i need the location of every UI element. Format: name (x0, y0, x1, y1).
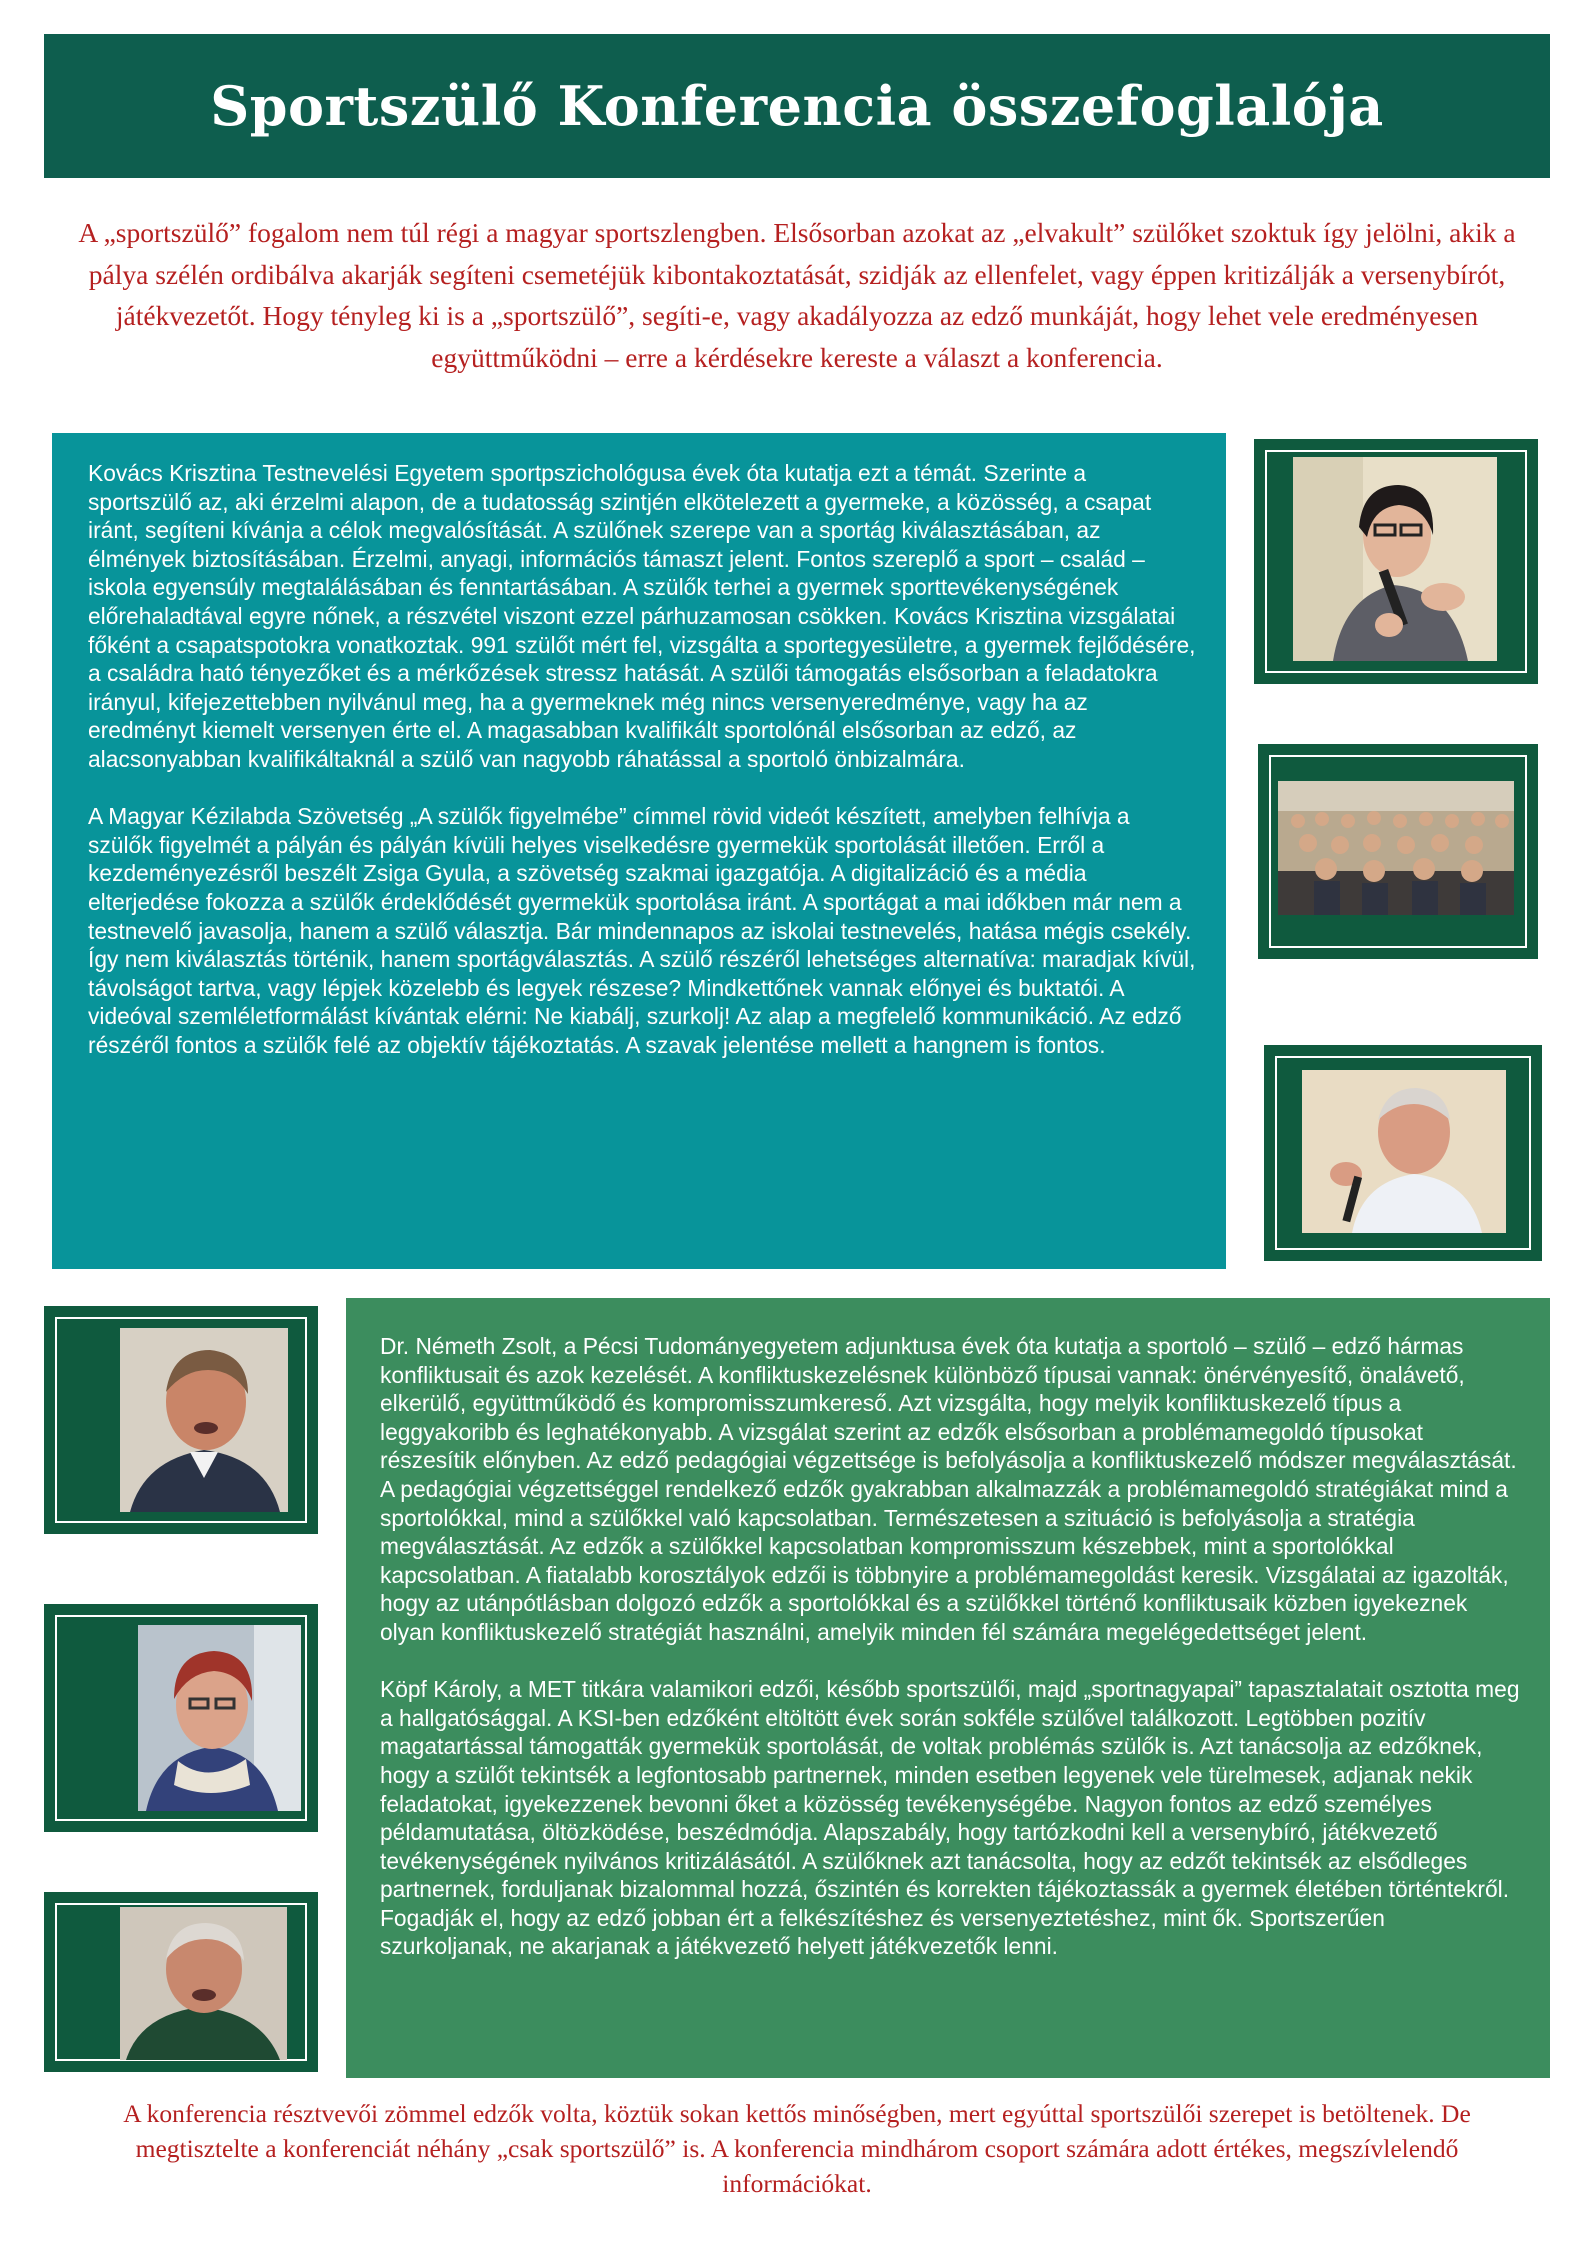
older-man-portrait-photo (120, 1907, 287, 2060)
man-portrait-photo (120, 1328, 288, 1512)
section-nemeth-kopf (346, 1298, 1550, 2078)
title-banner (44, 34, 1550, 178)
photo-frame-6 (44, 1892, 318, 2072)
section1-paragraph-2: A Magyar Kézilabda Szövetség „A szülők figyelmébe” címmel rövid videót készített, amelyben felhívja a szülők figyelmét a pályán és pályán kívüli helyes viselkedésre gyermekük sportolását illetően. Erről a kezdeményezésről beszélt Zsiga Gyula, a szövetség szakmai igazgatója. A digitalizáció és a média elterjedése fokozza a szülők érdeklődését gyermekük sportolása iránt. A sportágat a mai időkben már nem a testnevelő javasolja, hanem a szülő választja. Bár mindennapos az iskolai testnevelés, hatása mégis csekély. Így nem kiválasztás történik, hanem sportágválasztás. A szülő részéről lehetséges alternatíva: maradjak kívül, távolságot tartva, vagy lépjek közelebb és legyek részese? Mindkettőnek vannak előnyei és buktatói. A videóval szemléletformálást kívántak elérni: Ne kiabálj, szurkolj! Az alap a megfelelő kommunikáció. Az edző részéről fontos a szülők felé az objektív tájékoztatás. A szavak jelentése mellett a hangnem is fontos. (88, 803, 1196, 1058)
photo-frame-4 (44, 1306, 318, 1534)
photo-frame-2 (1258, 744, 1538, 959)
photo-frame-1 (1254, 439, 1538, 684)
section2-paragraph-1: Dr. Németh Zsolt, a Pécsi Tudományegyetem adjunktusa évek óta kutatja a sportoló – szülő – edző hármas konfliktusait és azok kezelését. A konfliktuskezelésnek különböző típusai vannak: önérvényesítő, önalávető, elkerülő, együttműködő és kompromisszumkereső. Azt vizsgálta, hogy melyik konfliktuskezelő típus a leggyakoribb és leghatékonyabb. A vizsgálat szerint az edzők elsősorban a problémamegoldó típusokat részesítik előnyben. Az edző pedagógiai végzettsége is befolyásolja a konfliktuskezelő módszer megválasztását. A pedagógiai végzettséggel rendelkező edzők gyakrabban alkalmazzák a problémamegoldó stratégiákat mind a sportolókkal, mind a szülőkkel való kapcsolatban. Természetesen a szituáció is befolyásolja a stratégia megválasztását. Az edzők a szülőkkel kapcsolatban kompromisszum készebbek, mint a sportolókkal kapcsolatban. A fiatalabb korosztályok edzői is többnyire a problémamegoldást keresik. Vizsgálatai az igazolták, hogy az utánpótlásban dolgozó edzők a sportolókkal és a szülőkkel történő konfliktusaik közben igyekeznek olyan konfliktuskezelő stratégiát használni, amelyik minden fél számára megelégedettséget jelent. (380, 1333, 1517, 1645)
speaker-man-photo (1302, 1070, 1506, 1233)
page-title: Sportszülő Konferencia összefoglalója (210, 74, 1384, 138)
photo-frame-3 (1264, 1045, 1542, 1261)
speaker-woman-photo (1293, 457, 1497, 661)
section2-paragraph-2: Köpf Károly, a MET titkára valamikori edzői, később sportszülői, majd „sportnagyapai” tapasztalatait osztotta meg a hallgatósággal. A KSI-ben edzőként eltöltött évek során sokféle szülővel találkozott. Legtöbben pozitív magatartással támogatták gyermekük sportolását, de voltak problémás szülők is. Azt tanácsolja az edzőknek, hogy a szülőt tekintsék a legfontosabb partnernek, minden esetben legyenek vele türelmesek, adjanak nekik feladatokat, igyekezzenek bevonni őket a közösség tevékenységébe. Nagyon fontos az edző személyes példamutatása, öltözködése, beszédmódja. Alapszabály, hogy tartózkodni kell a versenybíró, játékvezető tevékenységének nyilvános kritizálásától. A szülőknek azt tanácsolta, hogy az edzőt tekintsék az elsődleges partnernek, forduljanak bizalommal hozzá, őszintén és korrekten tájékoztassák a gyermek életében történtekről. Fogadják el, hogy az edző jobban ért a felkészítéshez és versenyeztetéshez, mint ők. Sportszerűen szurkoljanak, ne akarjanak a játékvezető helyett játékvezetők lenni. (380, 1676, 1520, 1960)
section-kovacs-zsiga (52, 433, 1226, 1269)
woman-portrait-photo (138, 1625, 301, 1811)
audience-photo (1278, 781, 1514, 915)
closing-text: A konferencia résztvevői zömmel edzők volta, köztük sokan kettős minőségben, mert egyúttal sportszülői szerepet is betöltenek. De megtisztelte a konferenciát néhány „csak sportszülő” is. A konferencia mindhárom csoport számára adott értékes, megszívlelendő információkat. (123, 2099, 1471, 2198)
section1-paragraph-1: Kovács Krisztina Testnevelési Egyetem sportpszichológusa évek óta kutatja ezt a témát. Szerinte a sportszülő az, aki érzelmi alapon, de a tudatosság szintjén elkötelezett a gyermeke, a közösség, a csapat iránt, segíteni kívánja a célok megvalósítását. A szülőnek szerepe van a sportág kiválasztásában, az élmények biztosításában. Érzelmi, anyagi, információs támaszt jelent. Fontos szereplő a sport – család – iskola egyensúly megtalálásában és fenntartásában. A szülők terhei a gyermek sporttevékenységének előrehaladtával egyre nőnek, a részvétel viszont ezzel párhuzamosan csökken. Kovács Krisztina vizsgálatai főként a csapatspotokra vonatkoztak. 991 szülőt mért fel, vizsgálta a sportegyesületre, a gyermek fejlődésére, a családra ható tényezőket és a mérkőzések stressz hatását. A szülői támogatás elsősorban a feladatokra irányul, kifejezettebben nyilvánul meg, ha a gyermeknek még nincs versenyeredménye, vagy ha az eredményt kiemelt versenyen érte el. A magasabban kvalifikált sportolónál elsősorban az edző, az alacsonyabban kvalifikáltaknál a szülő van nagyobb ráhatással a sportoló önbizalmára. (88, 460, 1196, 772)
photo-frame-5 (44, 1604, 318, 1832)
intro-text: A „sportszülő” fogalom nem túl régi a magyar sportszlengben. Elsősorban azokat az „elvakult” szülőket szoktuk így jelölni, akik a pálya szélén ordibálva akarják segíteni csemetéjük kibontakoztatását, szidják az ellenfelet, vagy éppen kritizálják a versenybírót, játékvezetőt. Hogy tényleg ki is a „sportszülő”, segíti-e, vagy akadályozza az edző munkáját, hogy lehet vele eredményesen együttműködni – erre a kérdésekre kereste a választ a konferencia. (78, 217, 1516, 373)
